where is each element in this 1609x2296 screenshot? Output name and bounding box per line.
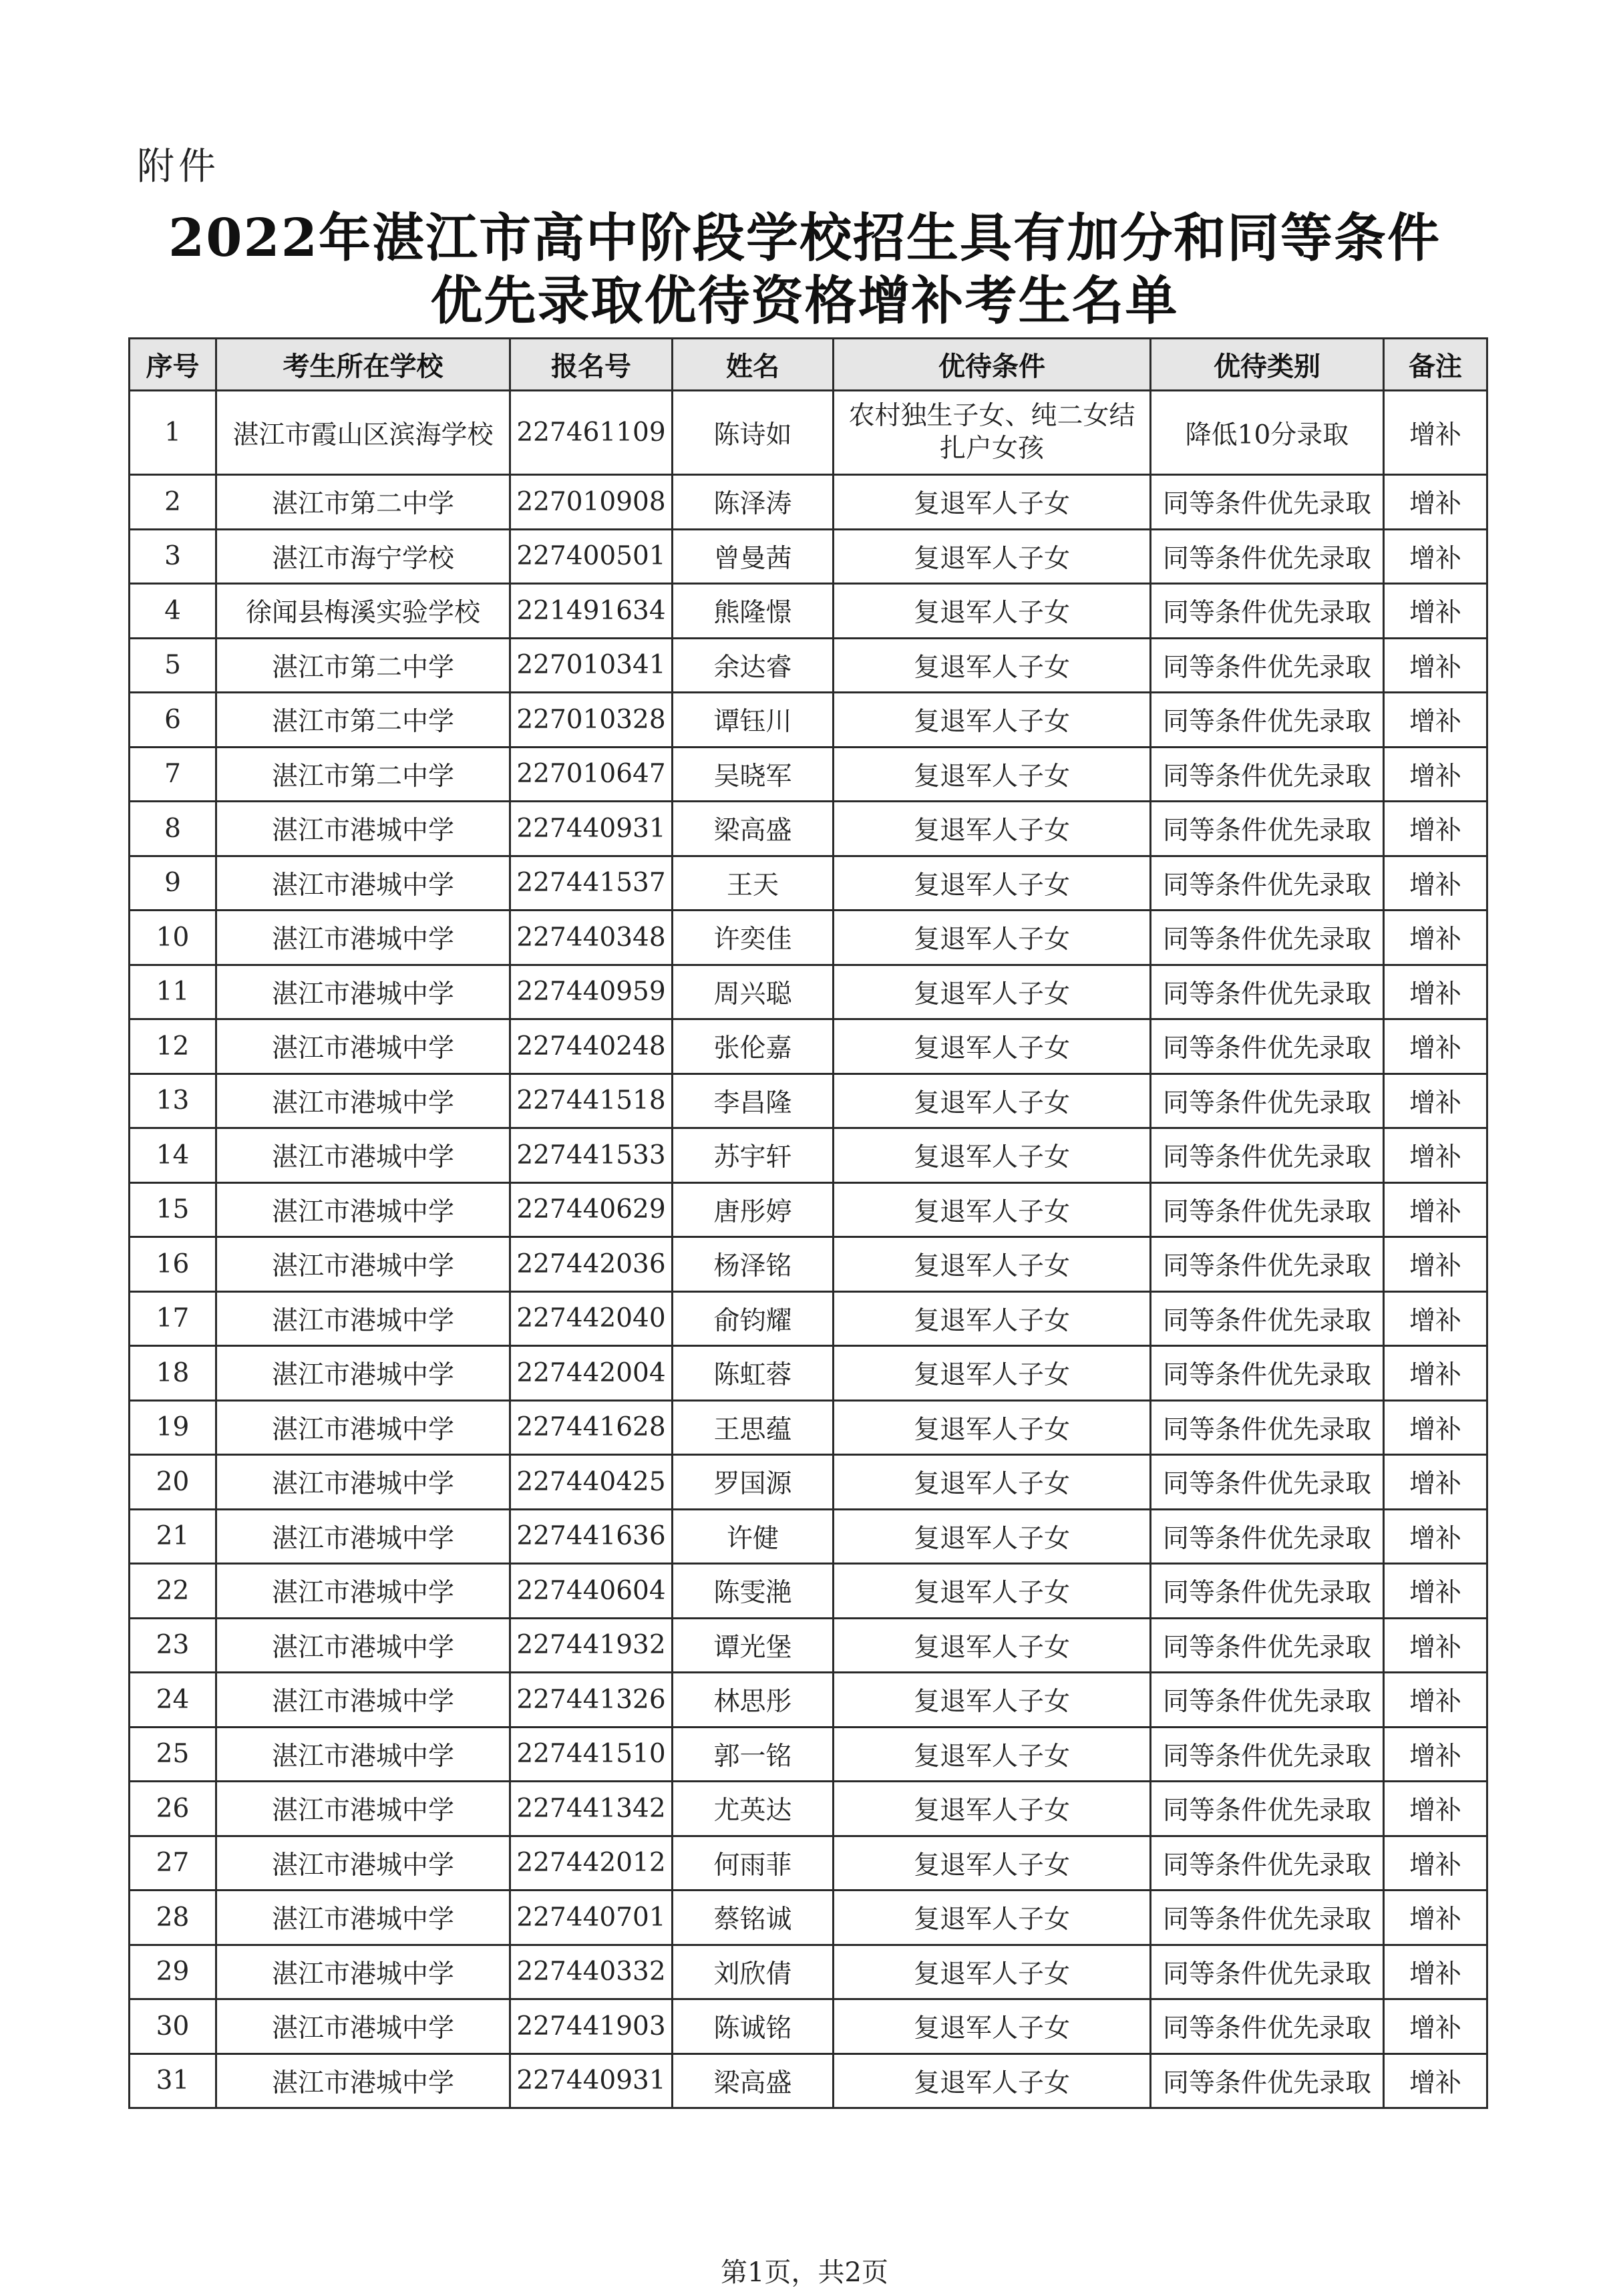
cell-school: 湛江市港城中学 — [216, 1400, 510, 1455]
cell-remarks: 增补 — [1384, 391, 1487, 475]
table-row — [130, 1019, 1487, 1074]
cell-index: 30 — [130, 1999, 216, 2054]
cell-school: 湛江市港城中学 — [216, 856, 510, 911]
cell-name: 陈雯滟 — [673, 1564, 834, 1619]
cell-preferential-condition: 复退军人子女 — [834, 802, 1151, 856]
cell-name: 林思彤 — [673, 1673, 834, 1728]
table-row — [130, 802, 1487, 856]
cell-school: 湛江市港城中学 — [216, 1455, 510, 1510]
cell-index: 7 — [130, 747, 216, 802]
cell-preferential-condition: 复退军人子女 — [834, 2054, 1151, 2108]
cell-index: 15 — [130, 1182, 216, 1237]
cell-school: 湛江市港城中学 — [216, 2054, 510, 2108]
table-header-row — [130, 339, 1487, 391]
table-row — [130, 1782, 1487, 1836]
cell-school: 湛江市第二中学 — [216, 638, 510, 693]
cell-index: 23 — [130, 1618, 216, 1673]
cell-preferential-condition: 复退军人子女 — [834, 1237, 1151, 1292]
cell-name: 何雨菲 — [673, 1836, 834, 1891]
cell-preferential-condition: 复退军人子女 — [834, 1727, 1151, 1782]
table-row — [130, 1128, 1487, 1183]
cell-index: 4 — [130, 584, 216, 639]
cell-registration-number: 227010328 — [510, 693, 673, 748]
cell-preferential-category: 同等条件优先录取 — [1151, 1291, 1384, 1346]
cell-index: 18 — [130, 1346, 216, 1401]
cell-remarks: 增补 — [1384, 475, 1487, 530]
cell-index: 26 — [130, 1782, 216, 1836]
cell-school: 湛江市港城中学 — [216, 1128, 510, 1183]
cell-name: 郭一铭 — [673, 1727, 834, 1782]
cell-remarks: 增补 — [1384, 1727, 1487, 1782]
cell-name: 熊隆憬 — [673, 584, 834, 639]
cell-preferential-category: 同等条件优先录取 — [1151, 1019, 1384, 1074]
cell-preferential-category: 同等条件优先录取 — [1151, 638, 1384, 693]
cell-preferential-condition: 复退军人子女 — [834, 1455, 1151, 1510]
cell-preferential-condition: 复退军人子女 — [834, 1891, 1151, 1945]
cell-name: 余达睿 — [673, 638, 834, 693]
cell-preferential-condition: 复退军人子女 — [834, 1999, 1151, 2054]
cell-name: 唐彤婷 — [673, 1182, 834, 1237]
cell-name: 梁高盛 — [673, 2054, 834, 2108]
cell-registration-number: 227442004 — [510, 1346, 673, 1401]
table-row — [130, 2054, 1487, 2108]
cell-name: 尤英达 — [673, 1782, 834, 1836]
table-row — [130, 391, 1487, 475]
cell-registration-number: 227442036 — [510, 1237, 673, 1292]
cell-preferential-condition: 复退军人子女 — [834, 1509, 1151, 1564]
table-row — [130, 1182, 1487, 1237]
cell-name: 李昌隆 — [673, 1074, 834, 1128]
cell-preferential-condition: 复退军人子女 — [834, 1564, 1151, 1619]
cell-preferential-condition: 复退军人子女 — [834, 965, 1151, 1019]
cell-preferential-category: 同等条件优先录取 — [1151, 1237, 1384, 1292]
cell-preferential-category: 同等条件优先录取 — [1151, 584, 1384, 639]
cell-preferential-category: 同等条件优先录取 — [1151, 1074, 1384, 1128]
cell-index: 16 — [130, 1237, 216, 1292]
cell-name: 罗国源 — [673, 1455, 834, 1510]
cell-name: 梁高盛 — [673, 802, 834, 856]
cell-preferential-condition: 复退军人子女 — [834, 1618, 1151, 1673]
cell-remarks: 增补 — [1384, 693, 1487, 748]
table-row — [130, 1509, 1487, 1564]
cell-name: 许奕佳 — [673, 911, 834, 965]
cell-name: 俞钧耀 — [673, 1291, 834, 1346]
cell-registration-number: 227441537 — [510, 856, 673, 911]
cell-name: 陈虹蓉 — [673, 1346, 834, 1401]
cell-preferential-condition: 复退军人子女 — [834, 638, 1151, 693]
cell-preferential-category: 同等条件优先录取 — [1151, 693, 1384, 748]
cell-remarks: 增补 — [1384, 2054, 1487, 2108]
header-name: 姓名 — [673, 339, 834, 391]
cell-remarks: 增补 — [1384, 1400, 1487, 1455]
cell-remarks: 增补 — [1384, 1346, 1487, 1401]
cell-remarks: 增补 — [1384, 1945, 1487, 1999]
table-row — [130, 475, 1487, 530]
table-row — [130, 1400, 1487, 1455]
cell-index: 21 — [130, 1509, 216, 1564]
cell-name: 蔡铭诚 — [673, 1891, 834, 1945]
cell-remarks: 增补 — [1384, 1019, 1487, 1074]
cell-registration-number: 227440629 — [510, 1182, 673, 1237]
cell-school: 湛江市海宁学校 — [216, 529, 510, 584]
cell-preferential-category: 同等条件优先录取 — [1151, 1455, 1384, 1510]
cell-preferential-category: 同等条件优先录取 — [1151, 1673, 1384, 1728]
cell-registration-number: 227441326 — [510, 1673, 673, 1728]
cell-preferential-category: 降低10分录取 — [1151, 391, 1384, 475]
cell-preferential-category: 同等条件优先录取 — [1151, 802, 1384, 856]
cell-preferential-condition: 复退军人子女 — [834, 1945, 1151, 1999]
cell-index: 29 — [130, 1945, 216, 1999]
cell-school: 湛江市第二中学 — [216, 747, 510, 802]
cell-preferential-category: 同等条件优先录取 — [1151, 747, 1384, 802]
table-row — [130, 1564, 1487, 1619]
cell-school: 湛江市港城中学 — [216, 1999, 510, 2054]
table-row — [130, 1455, 1487, 1510]
cell-school: 徐闻县梅溪实验学校 — [216, 584, 510, 639]
cell-school: 湛江市港城中学 — [216, 802, 510, 856]
cell-preferential-condition: 复退军人子女 — [834, 911, 1151, 965]
cell-index: 27 — [130, 1836, 216, 1891]
header-preferential-category: 优待类别 — [1151, 339, 1384, 391]
table-row — [130, 1891, 1487, 1945]
cell-index: 28 — [130, 1891, 216, 1945]
table-row — [130, 1237, 1487, 1292]
cell-remarks: 增补 — [1384, 965, 1487, 1019]
cell-preferential-category: 同等条件优先录取 — [1151, 856, 1384, 911]
cell-preferential-category: 同等条件优先录取 — [1151, 1727, 1384, 1782]
cell-preferential-category: 同等条件优先录取 — [1151, 911, 1384, 965]
cell-registration-number: 227441533 — [510, 1128, 673, 1183]
cell-preferential-category: 同等条件优先录取 — [1151, 1128, 1384, 1183]
cell-registration-number: 227010647 — [510, 747, 673, 802]
cell-registration-number: 227442012 — [510, 1836, 673, 1891]
cell-school: 湛江市第二中学 — [216, 475, 510, 530]
cell-name: 陈诚铭 — [673, 1999, 834, 2054]
cell-index: 2 — [130, 475, 216, 530]
cell-preferential-condition: 复退军人子女 — [834, 1291, 1151, 1346]
cell-preferential-category: 同等条件优先录取 — [1151, 1945, 1384, 1999]
table-row — [130, 1999, 1487, 2054]
cell-registration-number: 227442040 — [510, 1291, 673, 1346]
header-index: 序号 — [130, 339, 216, 391]
cell-preferential-condition: 农村独生子女、纯二女结扎户女孩 — [834, 391, 1151, 475]
cell-preferential-condition: 复退军人子女 — [834, 1346, 1151, 1401]
cell-school: 湛江市港城中学 — [216, 1509, 510, 1564]
cell-remarks: 增补 — [1384, 1509, 1487, 1564]
cell-index: 9 — [130, 856, 216, 911]
cell-name: 杨泽铭 — [673, 1237, 834, 1292]
cell-preferential-category: 同等条件优先录取 — [1151, 1999, 1384, 2054]
cell-preferential-condition: 复退军人子女 — [834, 1019, 1151, 1074]
cell-name: 许健 — [673, 1509, 834, 1564]
table-row — [130, 529, 1487, 584]
cell-school: 湛江市港城中学 — [216, 965, 510, 1019]
cell-remarks: 增补 — [1384, 529, 1487, 584]
table-row — [130, 1836, 1487, 1891]
candidate-table — [128, 337, 1488, 2109]
cell-registration-number: 227010341 — [510, 638, 673, 693]
cell-index: 6 — [130, 693, 216, 748]
cell-registration-number: 227440348 — [510, 911, 673, 965]
cell-index: 1 — [130, 391, 216, 475]
cell-preferential-condition: 复退军人子女 — [834, 529, 1151, 584]
cell-index: 19 — [130, 1400, 216, 1455]
cell-school: 湛江市港城中学 — [216, 1618, 510, 1673]
cell-index: 24 — [130, 1673, 216, 1728]
cell-registration-number: 227441518 — [510, 1074, 673, 1128]
cell-school: 湛江市港城中学 — [216, 1019, 510, 1074]
cell-school: 湛江市港城中学 — [216, 1673, 510, 1728]
cell-index: 22 — [130, 1564, 216, 1619]
cell-school: 湛江市港城中学 — [216, 1182, 510, 1237]
cell-registration-number: 227440332 — [510, 1945, 673, 1999]
cell-name: 王思蕴 — [673, 1400, 834, 1455]
cell-remarks: 增补 — [1384, 1673, 1487, 1728]
cell-registration-number: 227010908 — [510, 475, 673, 530]
cell-index: 11 — [130, 965, 216, 1019]
cell-school: 湛江市港城中学 — [216, 1074, 510, 1128]
attachment-label: 附件 — [137, 145, 220, 188]
cell-index: 12 — [130, 1019, 216, 1074]
cell-remarks: 增补 — [1384, 1291, 1487, 1346]
cell-school: 湛江市霞山区滨海学校 — [216, 391, 510, 475]
cell-preferential-condition: 复退军人子女 — [834, 747, 1151, 802]
table-row — [130, 965, 1487, 1019]
cell-registration-number: 227440931 — [510, 2054, 673, 2108]
cell-name: 王天 — [673, 856, 834, 911]
cell-preferential-category: 同等条件优先录取 — [1151, 1618, 1384, 1673]
cell-remarks: 增补 — [1384, 1782, 1487, 1836]
cell-index: 8 — [130, 802, 216, 856]
cell-remarks: 增补 — [1384, 1618, 1487, 1673]
cell-name: 苏宇轩 — [673, 1128, 834, 1183]
cell-preferential-condition: 复退军人子女 — [834, 1782, 1151, 1836]
cell-preferential-condition: 复退军人子女 — [834, 1074, 1151, 1128]
cell-registration-number: 227440604 — [510, 1564, 673, 1619]
cell-registration-number: 227440701 — [510, 1891, 673, 1945]
cell-remarks: 增补 — [1384, 1455, 1487, 1510]
cell-name: 刘欣倩 — [673, 1945, 834, 1999]
cell-preferential-category: 同等条件优先录取 — [1151, 475, 1384, 530]
cell-preferential-condition: 复退军人子女 — [834, 1128, 1151, 1183]
cell-registration-number: 227440959 — [510, 965, 673, 1019]
cell-index: 10 — [130, 911, 216, 965]
table-body — [130, 391, 1487, 2108]
cell-index: 25 — [130, 1727, 216, 1782]
cell-index: 3 — [130, 529, 216, 584]
cell-remarks: 增补 — [1384, 1182, 1487, 1237]
cell-remarks: 增补 — [1384, 856, 1487, 911]
cell-registration-number: 221491634 — [510, 584, 673, 639]
header-preferential-condition: 优待条件 — [834, 339, 1151, 391]
cell-preferential-category: 同等条件优先录取 — [1151, 1509, 1384, 1564]
table-row — [130, 1945, 1487, 1999]
cell-preferential-category: 同等条件优先录取 — [1151, 965, 1384, 1019]
cell-registration-number: 227441903 — [510, 1999, 673, 2054]
cell-index: 5 — [130, 638, 216, 693]
table-row — [130, 747, 1487, 802]
cell-remarks: 增补 — [1384, 1891, 1487, 1945]
cell-registration-number: 227441932 — [510, 1618, 673, 1673]
cell-remarks: 增补 — [1384, 1074, 1487, 1128]
cell-school: 湛江市港城中学 — [216, 1237, 510, 1292]
cell-school: 湛江市港城中学 — [216, 1291, 510, 1346]
cell-school: 湛江市港城中学 — [216, 911, 510, 965]
cell-remarks: 增补 — [1384, 802, 1487, 856]
cell-registration-number: 227441342 — [510, 1782, 673, 1836]
cell-registration-number: 227461109 — [510, 391, 673, 475]
table-row — [130, 1074, 1487, 1128]
cell-name: 张伦嘉 — [673, 1019, 834, 1074]
cell-preferential-category: 同等条件优先录取 — [1151, 1346, 1384, 1401]
cell-index: 31 — [130, 2054, 216, 2108]
cell-school: 湛江市港城中学 — [216, 1836, 510, 1891]
document-title-line-1: 2022年湛江市高中阶段学校招生具有加分和同等条件 — [168, 208, 1441, 269]
cell-index: 17 — [130, 1291, 216, 1346]
cell-registration-number: 227440425 — [510, 1455, 673, 1510]
cell-index: 14 — [130, 1128, 216, 1183]
cell-name: 吴晓军 — [673, 747, 834, 802]
cell-remarks: 增补 — [1384, 1836, 1487, 1891]
table-row — [130, 1727, 1487, 1782]
cell-name: 周兴聪 — [673, 965, 834, 1019]
cell-name: 谭光堡 — [673, 1618, 834, 1673]
cell-name: 陈泽涛 — [673, 475, 834, 530]
cell-registration-number: 227441636 — [510, 1509, 673, 1564]
cell-preferential-category: 同等条件优先录取 — [1151, 1400, 1384, 1455]
cell-preferential-condition: 复退军人子女 — [834, 1673, 1151, 1728]
cell-preferential-category: 同等条件优先录取 — [1151, 1891, 1384, 1945]
table-row — [130, 911, 1487, 965]
page-footer: 第1页，共2页 — [721, 2257, 888, 2288]
table-row — [130, 1291, 1487, 1346]
cell-index: 13 — [130, 1074, 216, 1128]
cell-remarks: 增补 — [1384, 747, 1487, 802]
cell-preferential-category: 同等条件优先录取 — [1151, 1836, 1384, 1891]
table-row — [130, 638, 1487, 693]
cell-index: 20 — [130, 1455, 216, 1510]
cell-school: 湛江市港城中学 — [216, 1782, 510, 1836]
cell-remarks: 增补 — [1384, 1237, 1487, 1292]
header-registration-number: 报名号 — [510, 339, 673, 391]
table-row — [130, 1346, 1487, 1401]
cell-preferential-category: 同等条件优先录取 — [1151, 1782, 1384, 1836]
cell-preferential-condition: 复退军人子女 — [834, 1400, 1151, 1455]
table-row — [130, 1673, 1487, 1728]
cell-registration-number: 227441628 — [510, 1400, 673, 1455]
cell-remarks: 增补 — [1384, 584, 1487, 639]
cell-remarks: 增补 — [1384, 1128, 1487, 1183]
cell-school: 湛江市港城中学 — [216, 1346, 510, 1401]
cell-school: 湛江市港城中学 — [216, 1564, 510, 1619]
cell-school: 湛江市第二中学 — [216, 693, 510, 748]
table-row — [130, 856, 1487, 911]
cell-preferential-condition: 复退军人子女 — [834, 856, 1151, 911]
cell-preferential-condition: 复退军人子女 — [834, 584, 1151, 639]
cell-remarks: 增补 — [1384, 1999, 1487, 2054]
cell-school: 湛江市港城中学 — [216, 1945, 510, 1999]
cell-preferential-category: 同等条件优先录取 — [1151, 1182, 1384, 1237]
header-remarks: 备注 — [1384, 339, 1487, 391]
cell-preferential-condition: 复退军人子女 — [834, 693, 1151, 748]
cell-preferential-condition: 复退军人子女 — [834, 475, 1151, 530]
cell-preferential-condition: 复退军人子女 — [834, 1836, 1151, 1891]
cell-remarks: 增补 — [1384, 1564, 1487, 1619]
cell-preferential-category: 同等条件优先录取 — [1151, 529, 1384, 584]
cell-school: 湛江市港城中学 — [216, 1727, 510, 1782]
cell-name: 陈诗如 — [673, 391, 834, 475]
header-school: 考生所在学校 — [216, 339, 510, 391]
cell-registration-number: 227400501 — [510, 529, 673, 584]
cell-remarks: 增补 — [1384, 638, 1487, 693]
cell-registration-number: 227440931 — [510, 802, 673, 856]
cell-remarks: 增补 — [1384, 911, 1487, 965]
cell-preferential-category: 同等条件优先录取 — [1151, 2054, 1384, 2108]
cell-registration-number: 227441510 — [510, 1727, 673, 1782]
document-title-line-2: 优先录取优待资格增补考生名单 — [430, 271, 1179, 331]
cell-registration-number: 227440248 — [510, 1019, 673, 1074]
table-row — [130, 584, 1487, 639]
table-row — [130, 693, 1487, 748]
cell-preferential-category: 同等条件优先录取 — [1151, 1564, 1384, 1619]
cell-name: 曾曼茜 — [673, 529, 834, 584]
table-row — [130, 1618, 1487, 1673]
cell-preferential-condition: 复退军人子女 — [834, 1182, 1151, 1237]
cell-school: 湛江市港城中学 — [216, 1891, 510, 1945]
cell-name: 谭钰川 — [673, 693, 834, 748]
